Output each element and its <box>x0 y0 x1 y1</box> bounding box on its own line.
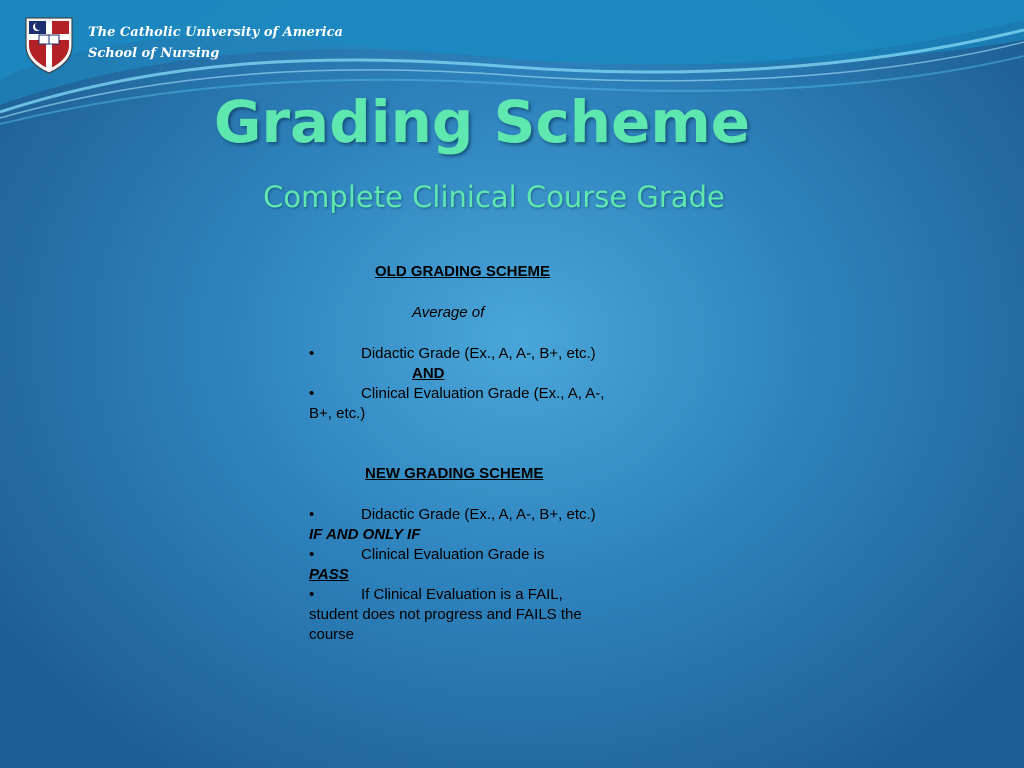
old-scheme-heading: OLD GRADING SCHEME <box>375 263 551 280</box>
new-scheme-item-1-text: Didactic Grade (Ex., A, A-, B+, etc.) <box>361 506 596 523</box>
old-scheme-intro: Average of <box>412 304 485 321</box>
bullet-icon: • <box>309 345 315 362</box>
slide-title <box>0 88 1024 156</box>
new-scheme-pass: PASS <box>309 566 349 583</box>
bullet-icon: • <box>309 586 315 603</box>
new-scheme-item-2 <box>309 545 649 565</box>
slide-subtitle-text: Complete Clinical Course Grade <box>263 180 725 214</box>
old-scheme-item-2-line-2: B+, etc.) <box>309 405 366 422</box>
new-scheme-condition: IF AND ONLY IF <box>309 526 421 543</box>
slide-title-text: Grading Scheme <box>213 88 751 156</box>
institution-line-2: School of Nursing <box>88 46 220 61</box>
new-scheme-item-3-line-3: course <box>309 626 355 643</box>
new-scheme-item-2-text: Clinical Evaluation Grade is <box>361 546 545 563</box>
institution-name <box>88 22 343 64</box>
bullet-icon: • <box>309 546 315 563</box>
slide-subtitle <box>0 180 1024 214</box>
new-scheme-item-1 <box>309 505 649 525</box>
old-scheme-connector: AND <box>412 365 445 382</box>
bullet-icon: • <box>309 385 315 402</box>
new-scheme-item-3-line-1: If Clinical Evaluation is a FAIL, <box>361 586 563 603</box>
new-scheme-heading: NEW GRADING SCHEME <box>365 465 544 482</box>
new-scheme-item-3-line-2: student does not progress and FAILS the <box>309 606 582 623</box>
old-scheme-item-2-line-1: Clinical Evaluation Grade (Ex., A, A-, <box>361 385 605 402</box>
old-scheme-item-1-text: Didactic Grade (Ex., A, A-, B+, etc.) <box>361 345 596 362</box>
slide-body <box>309 262 649 645</box>
university-shield-logo <box>24 16 74 74</box>
institution-line-1: The Catholic University of America <box>88 25 343 40</box>
old-scheme-item-2 <box>309 384 649 404</box>
bullet-icon: • <box>309 506 315 523</box>
new-scheme-item-3 <box>309 585 649 605</box>
old-scheme-item-1 <box>309 344 649 364</box>
